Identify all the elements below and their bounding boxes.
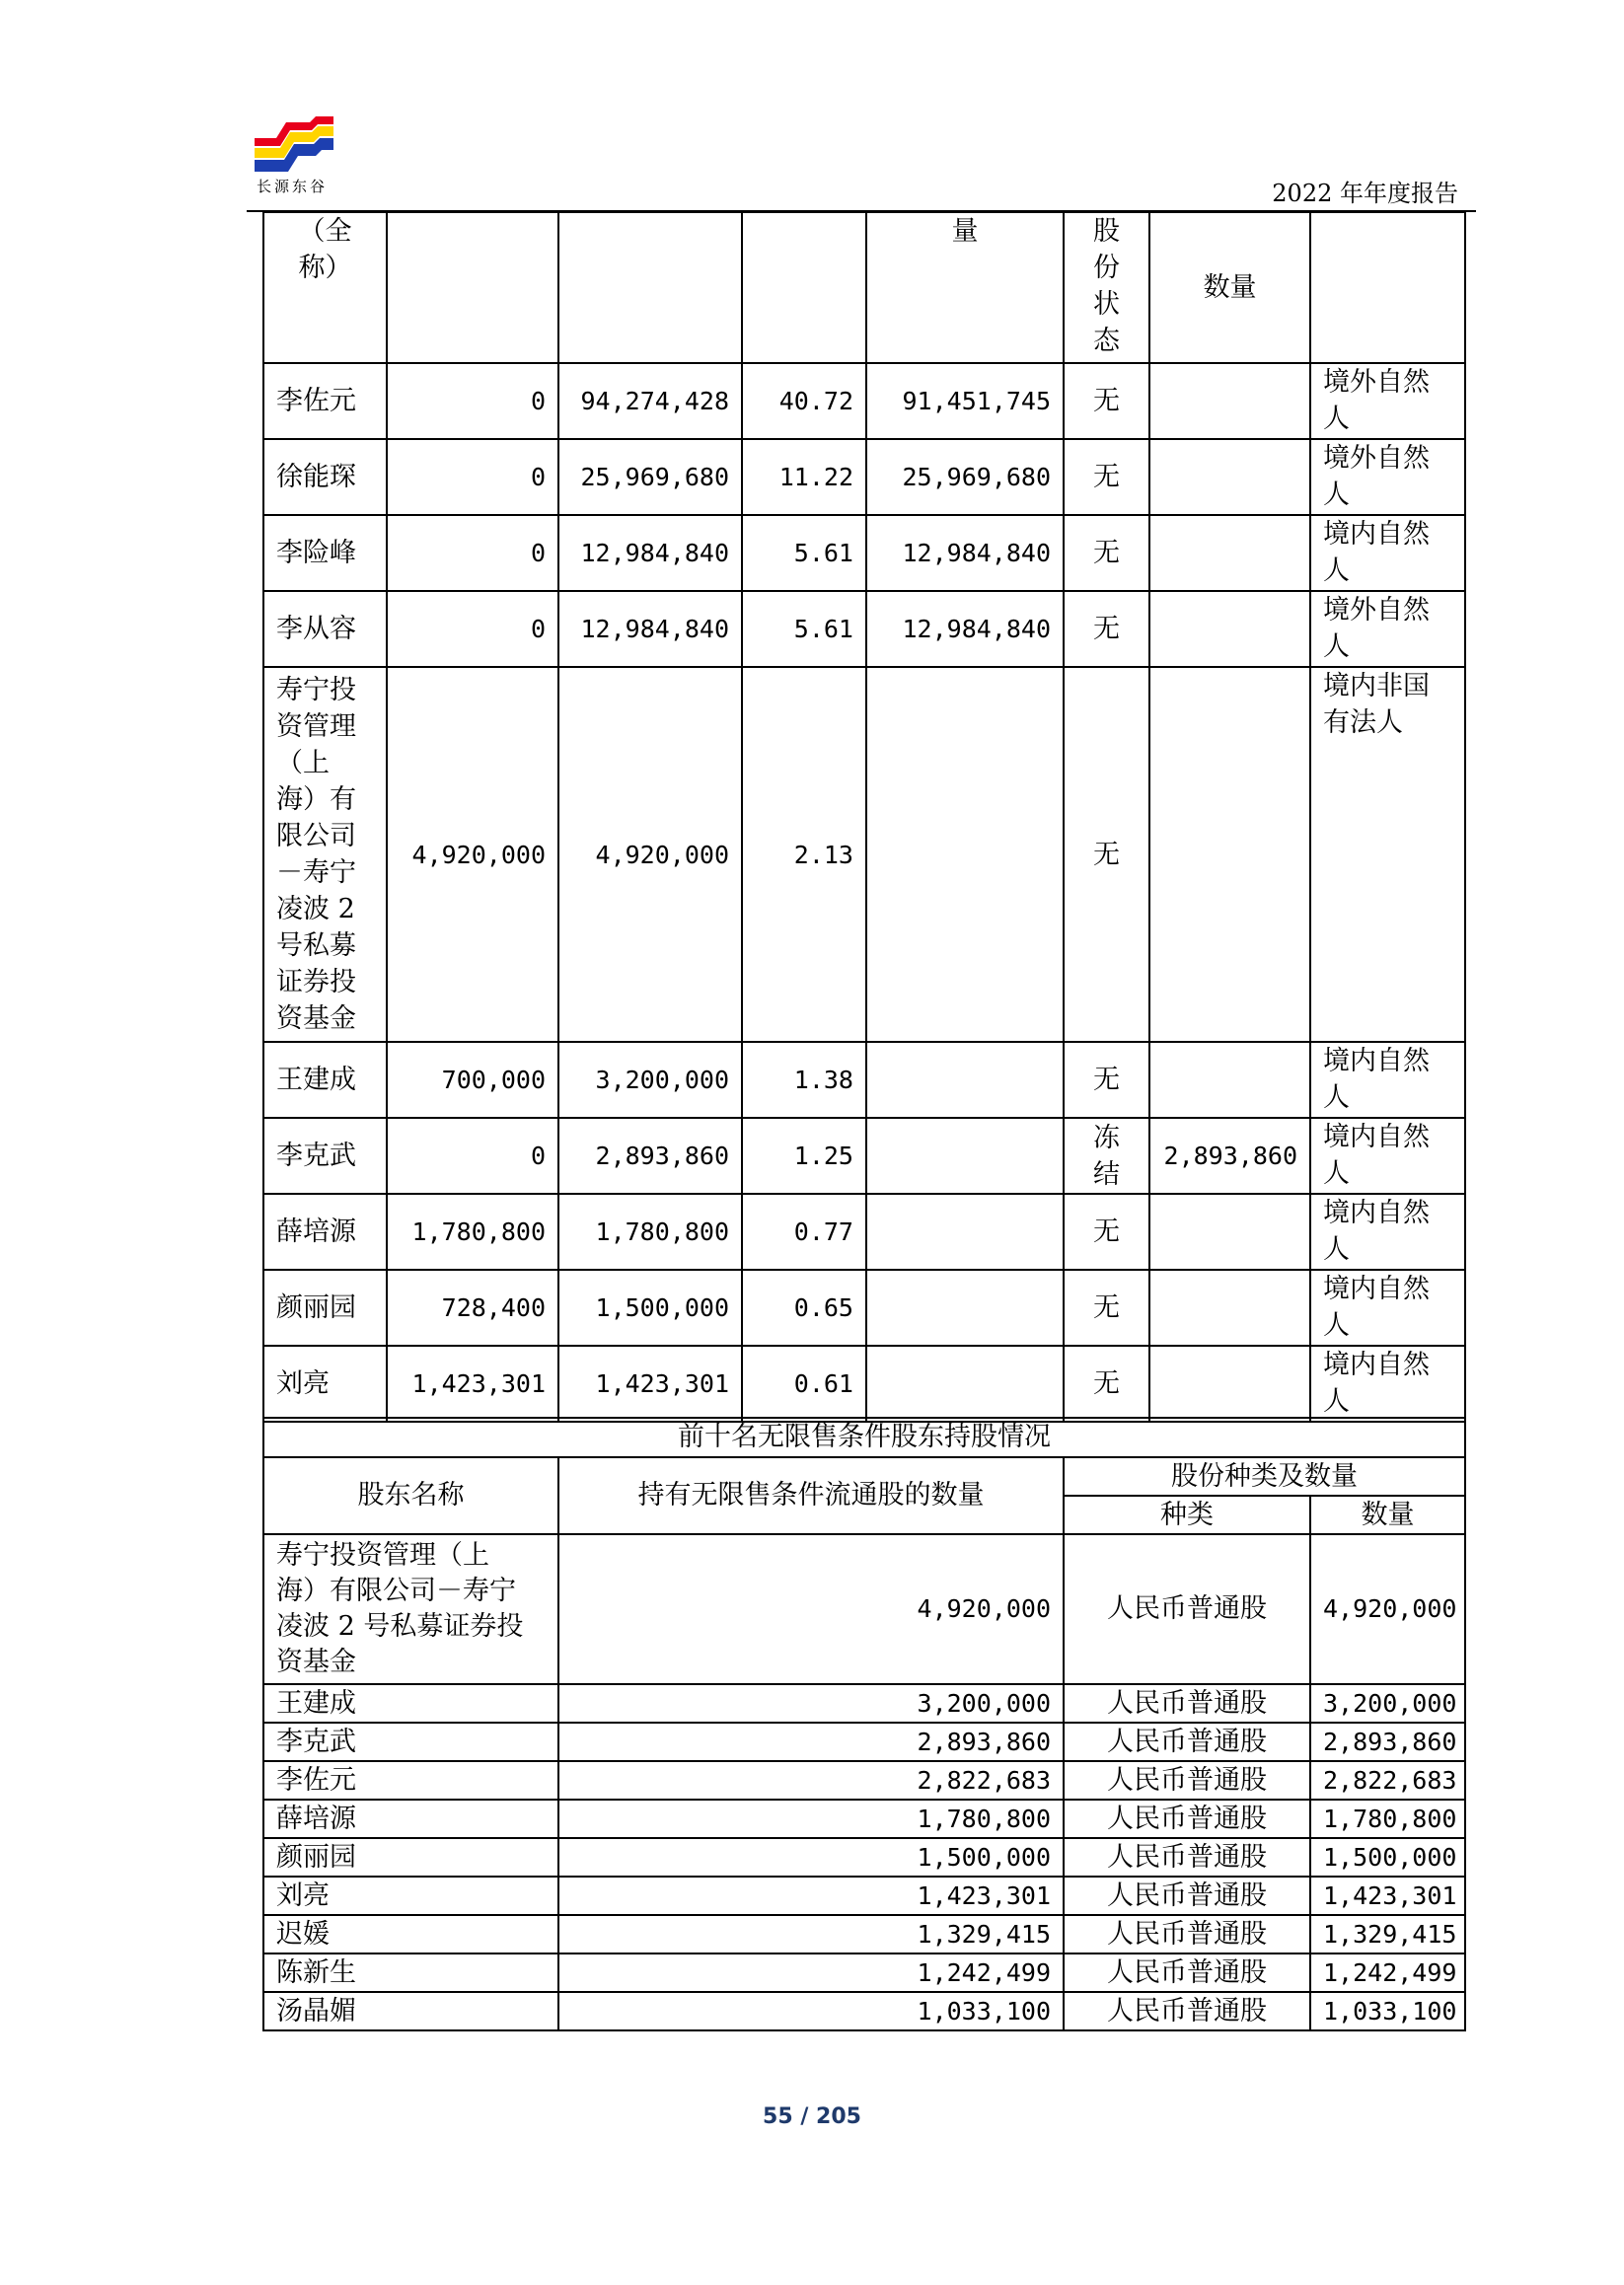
class-qty-cell: 1,033,100 [1310, 1992, 1465, 2030]
shareholder-name-cell: 刘亮 [263, 1346, 387, 1422]
table-row [263, 1877, 1465, 1915]
header-name-cell [263, 212, 387, 363]
held-cell: 12,984,840 [558, 591, 742, 667]
held-cell: 94,274,428 [558, 363, 742, 439]
unrestricted-qty-cell: 1,242,499 [558, 1953, 1064, 1992]
percentage-cell: 5.61 [742, 591, 866, 667]
share-class-cell: 人民币普通股 [1064, 1684, 1310, 1723]
unrestricted-qty-cell: 1,423,301 [558, 1877, 1064, 1915]
table-row [263, 1723, 1465, 1761]
unrestricted-qty-cell: 1,329,415 [558, 1915, 1064, 1953]
change-cell: 700,000 [387, 1042, 558, 1118]
shareholder-nature-cell: 境外自然 人 [1310, 439, 1465, 515]
table-row [263, 1838, 1465, 1877]
restricted-qty-cell [866, 667, 1064, 1042]
share-class-cell: 人民币普通股 [1064, 1953, 1310, 1992]
logo-text: 长源东谷 [257, 178, 329, 195]
shareholder-nature-cell: 境外自然 人 [1310, 591, 1465, 667]
class-qty-cell: 4,920,000 [1310, 1534, 1465, 1684]
pledge-status-cell: 无 [1064, 1042, 1149, 1118]
report-year-title: 2022 年年度报告 [1272, 180, 1458, 207]
table-row [263, 363, 1465, 439]
unrestricted-qty-cell: 1,033,100 [558, 1992, 1064, 2030]
share-class-cell: 人民币普通股 [1064, 1992, 1310, 2030]
shareholder-name-cell: 颜丽园 [263, 1270, 387, 1346]
table-row [263, 1761, 1465, 1800]
table-row [263, 1800, 1465, 1838]
pledged-qty-cell [1149, 1346, 1310, 1422]
shareholder-name-cell: 李从容 [263, 591, 387, 667]
change-cell: 0 [387, 515, 558, 591]
unrestricted-shareholders-table [262, 1417, 1466, 2031]
class-qty-cell: 3,200,000 [1310, 1684, 1465, 1723]
pledged-qty-cell [1149, 1270, 1310, 1346]
share-class-cell: 人民币普通股 [1064, 1915, 1310, 1953]
share-class-cell: 人民币普通股 [1064, 1877, 1310, 1915]
table-row [263, 1194, 1465, 1270]
class-qty-cell: 1,500,000 [1310, 1838, 1465, 1877]
restricted-qty-cell: 12,984,840 [866, 591, 1064, 667]
class-qty-cell: 2,893,860 [1310, 1723, 1465, 1761]
logo-stripes-icon [253, 116, 335, 174]
restricted-qty-cell [866, 1346, 1064, 1422]
pledged-qty-cell [1149, 515, 1310, 591]
table-header-row [263, 212, 1465, 363]
pledge-status-cell: 无 [1064, 1346, 1149, 1422]
shareholder-nature-cell: 境内自然 人 [1310, 1118, 1465, 1194]
header-class-group: 股份种类及数量 [1064, 1457, 1465, 1496]
pledge-status-cell: 无 [1064, 1194, 1149, 1270]
restricted-qty-cell: 12,984,840 [866, 515, 1064, 591]
class-qty-cell: 2,822,683 [1310, 1761, 1465, 1800]
share-class-cell: 人民币普通股 [1064, 1723, 1310, 1761]
restricted-qty-cell [866, 1270, 1064, 1346]
pledge-status-cell: 无 [1064, 439, 1149, 515]
table-row [263, 1346, 1465, 1422]
shareholder-name-cell: 李克武 [263, 1723, 558, 1761]
shareholder-name-cell: 李险峰 [263, 515, 387, 591]
shareholder-name-cell: 李佐元 [263, 1761, 558, 1800]
held-cell: 4,920,000 [558, 667, 742, 1042]
share-class-cell: 人民币普通股 [1064, 1838, 1310, 1877]
percentage-cell: 0.77 [742, 1194, 866, 1270]
unrestricted-qty-cell: 2,893,860 [558, 1723, 1064, 1761]
change-cell: 0 [387, 363, 558, 439]
table-row [263, 1684, 1465, 1723]
held-cell: 1,780,800 [558, 1194, 742, 1270]
class-qty-cell: 1,329,415 [1310, 1915, 1465, 1953]
unrestricted-qty-cell: 4,920,000 [558, 1534, 1064, 1684]
header-pledge-qty-cell [1149, 212, 1310, 363]
table-row [263, 1118, 1465, 1194]
shareholder-nature-cell: 境内非国 有法人 [1310, 667, 1465, 1042]
change-cell: 4,920,000 [387, 667, 558, 1042]
change-cell: 1,423,301 [387, 1346, 558, 1422]
held-cell: 3,200,000 [558, 1042, 742, 1118]
unrestricted-qty-cell: 1,500,000 [558, 1838, 1064, 1877]
header-name-text: （全 称） [298, 216, 352, 283]
shareholder-name-cell: 李佐元 [263, 363, 387, 439]
header-shareholder-name: 股东名称 [263, 1457, 558, 1534]
class-qty-cell: 1,242,499 [1310, 1953, 1465, 1992]
section-title: 前十名无限售条件股东持股情况 [263, 1418, 1465, 1457]
percentage-cell: 11.22 [742, 439, 866, 515]
header-class-qty: 数量 [1310, 1496, 1465, 1534]
class-qty-cell: 1,780,800 [1310, 1800, 1465, 1838]
pledged-qty-cell [1149, 1194, 1310, 1270]
shareholder-nature-cell: 境内自然 人 [1310, 1270, 1465, 1346]
pledged-qty-cell [1149, 667, 1310, 1042]
header-empty-cell [742, 212, 866, 363]
table-row [263, 1042, 1465, 1118]
share-class-cell: 人民币普通股 [1064, 1534, 1310, 1684]
unrestricted-qty-cell: 1,780,800 [558, 1800, 1064, 1838]
shareholder-nature-cell: 境内自然 人 [1310, 1194, 1465, 1270]
percentage-cell: 1.38 [742, 1042, 866, 1118]
header-qty-cell [866, 212, 1064, 363]
shareholder-name-cell: 王建成 [263, 1042, 387, 1118]
unrestricted-qty-cell: 2,822,683 [558, 1761, 1064, 1800]
pledge-status-cell: 无 [1064, 1270, 1149, 1346]
header-status-cell [1064, 212, 1149, 363]
table-header-row [263, 1457, 1465, 1496]
pledged-qty-cell [1149, 1042, 1310, 1118]
table-row [263, 667, 1465, 1042]
held-cell: 12,984,840 [558, 515, 742, 591]
table-row [263, 1915, 1465, 1953]
pledge-status-cell: 冻 结 [1064, 1118, 1149, 1194]
header-unrestricted-qty: 持有无限售条件流通股的数量 [558, 1457, 1064, 1534]
percentage-cell: 40.72 [742, 363, 866, 439]
header-empty-cell [558, 212, 742, 363]
shareholder-name-cell: 寿宁投资管理（上 海）有限公司－寿宁 凌波 2 号私募证券投 资基金 [263, 1534, 558, 1684]
held-cell: 25,969,680 [558, 439, 742, 515]
header-class: 种类 [1064, 1496, 1310, 1534]
shareholder-name-cell: 刘亮 [263, 1877, 558, 1915]
shareholder-nature-cell: 境内自然 人 [1310, 515, 1465, 591]
shareholder-nature-cell: 境外自然 人 [1310, 363, 1465, 439]
top10-shareholders-table [262, 211, 1466, 1423]
percentage-cell: 0.65 [742, 1270, 866, 1346]
held-cell: 2,893,860 [558, 1118, 742, 1194]
pledge-status-cell: 无 [1064, 515, 1149, 591]
percentage-cell: 2.13 [742, 667, 866, 1042]
change-cell: 1,780,800 [387, 1194, 558, 1270]
share-class-cell: 人民币普通股 [1064, 1800, 1310, 1838]
table-row [263, 439, 1465, 515]
header-qty-text: 量 [951, 216, 979, 247]
percentage-cell: 1.25 [742, 1118, 866, 1194]
class-qty-cell: 1,423,301 [1310, 1877, 1465, 1915]
change-cell: 728,400 [387, 1270, 558, 1346]
shareholder-name-cell: 王建成 [263, 1684, 558, 1723]
held-cell: 1,423,301 [558, 1346, 742, 1422]
pledge-status-cell: 无 [1064, 591, 1149, 667]
shareholder-name-cell: 迟媛 [263, 1915, 558, 1953]
shareholder-name-cell: 徐能琛 [263, 439, 387, 515]
share-class-cell: 人民币普通股 [1064, 1761, 1310, 1800]
restricted-qty-cell: 25,969,680 [866, 439, 1064, 515]
pledged-qty-cell: 2,893,860 [1149, 1118, 1310, 1194]
table-row [263, 1534, 1465, 1684]
pledged-qty-cell [1149, 439, 1310, 515]
shareholder-name-cell: 薛培源 [263, 1194, 387, 1270]
shareholder-name-cell: 寿宁投 资管理 （上 海）有 限公司 －寿宁 凌波 2 号私募 证券投 资基金 [263, 667, 387, 1042]
header-empty-cell [1310, 212, 1465, 363]
company-logo [253, 116, 341, 196]
shareholder-name-cell: 颜丽园 [263, 1838, 558, 1877]
restricted-qty-cell [866, 1042, 1064, 1118]
change-cell: 0 [387, 1118, 558, 1194]
percentage-cell: 5.61 [742, 515, 866, 591]
header-empty-cell [387, 212, 558, 363]
change-cell: 0 [387, 591, 558, 667]
pledged-qty-cell [1149, 363, 1310, 439]
header-status-text: 股 份 状 态 [1093, 216, 1120, 356]
table-row [263, 591, 1465, 667]
pledge-status-cell: 无 [1064, 667, 1149, 1042]
restricted-qty-cell [866, 1194, 1064, 1270]
unrestricted-qty-cell: 3,200,000 [558, 1684, 1064, 1723]
shareholder-nature-cell: 境内自然 人 [1310, 1346, 1465, 1422]
shareholder-name-cell: 陈新生 [263, 1953, 558, 1992]
page-number: 55 / 205 [763, 2104, 861, 2129]
header-pledge-qty-text: 数量 [1203, 272, 1257, 303]
percentage-cell: 0.61 [742, 1346, 866, 1422]
section-title-row [263, 1418, 1465, 1457]
restricted-qty-cell [866, 1118, 1064, 1194]
table-row [263, 1270, 1465, 1346]
table-row [263, 1992, 1465, 2030]
change-cell: 0 [387, 439, 558, 515]
pledge-status-cell: 无 [1064, 363, 1149, 439]
shareholder-nature-cell: 境内自然 人 [1310, 1042, 1465, 1118]
restricted-qty-cell: 91,451,745 [866, 363, 1064, 439]
table-row [263, 515, 1465, 591]
pledged-qty-cell [1149, 591, 1310, 667]
table-row [263, 1953, 1465, 1992]
shareholder-name-cell: 汤晶媚 [263, 1992, 558, 2030]
held-cell: 1,500,000 [558, 1270, 742, 1346]
shareholder-name-cell: 李克武 [263, 1118, 387, 1194]
shareholder-name-cell: 薛培源 [263, 1800, 558, 1838]
